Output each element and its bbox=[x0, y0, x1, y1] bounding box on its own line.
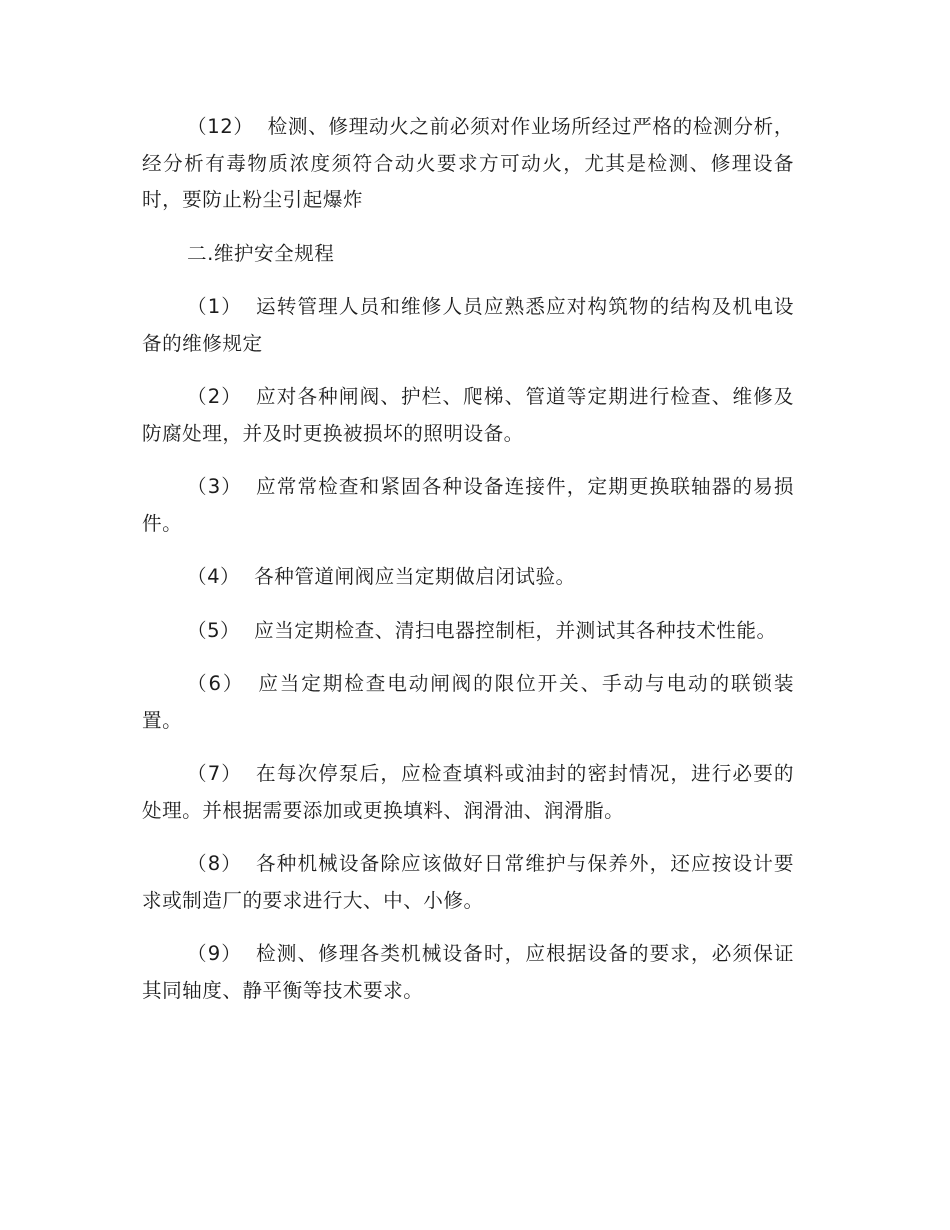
item-number: （6） bbox=[187, 672, 245, 695]
item-number: （7） bbox=[187, 762, 243, 785]
item-text: 在每次停泵后，应检查填料或油封的密封情况，进行必要的处理。并根据需要添加或更换填料、润滑油、润滑脂。 bbox=[142, 762, 795, 822]
item-text: 应当定期检查、清扫电器控制柜，并测试其各种技术性能。 bbox=[254, 618, 777, 642]
document-body bbox=[142, 109, 794, 1026]
paragraph-12 bbox=[142, 109, 794, 219]
item-text: 检测、修理各类机械设备时，应根据设备的要求，必须保证其同轴度、静平衡等技术要求。 bbox=[142, 942, 795, 1002]
list-item bbox=[142, 469, 794, 542]
list-item bbox=[142, 613, 794, 650]
item-text: 应当定期检查电动闸阀的限位开关、手动与电动的联锁装置。 bbox=[142, 672, 795, 732]
paragraph-number: （12） bbox=[187, 115, 254, 138]
item-number: （3） bbox=[187, 475, 243, 498]
list-item bbox=[142, 289, 794, 362]
paragraph-text: 检测、修理动火之前必须对作业场所经过严格的检测分析，经分析有毒物质浓度须符合动火要求方可动火，尤其是检测、修理设备时，要防止粉尘引起爆炸 bbox=[142, 115, 795, 211]
item-number: （9） bbox=[187, 942, 243, 965]
item-number: （1） bbox=[187, 295, 243, 318]
item-number: （5） bbox=[187, 618, 241, 642]
item-text: 运转管理人员和维修人员应熟悉应对构筑物的结构及机电设备的维修规定 bbox=[142, 295, 795, 355]
list-item bbox=[142, 846, 794, 919]
list-item bbox=[142, 666, 794, 739]
item-text: 各种管道闸阀应当定期做启闭试验。 bbox=[254, 565, 576, 588]
item-number: （8） bbox=[187, 852, 243, 875]
list-item bbox=[142, 756, 794, 829]
list-item bbox=[142, 936, 794, 1009]
item-text: 各种机械设备除应该做好日常维护与保养外，还应按设计要求或制造厂的要求进行大、中、小修。 bbox=[142, 852, 795, 912]
item-number: （4） bbox=[187, 565, 241, 588]
list-item bbox=[142, 379, 794, 452]
item-text: 应常常检查和紧固各种设备连接件，定期更换联轴器的易损件。 bbox=[142, 475, 795, 535]
item-number: （2） bbox=[187, 385, 243, 408]
item-text: 应对各种闸阀、护栏、爬梯、管道等定期进行检查、维修及防腐处理，并及时更换被损坏的照明设备。 bbox=[142, 385, 795, 445]
list-item bbox=[142, 559, 794, 596]
section-heading: 二.维护安全规程 bbox=[187, 241, 335, 265]
